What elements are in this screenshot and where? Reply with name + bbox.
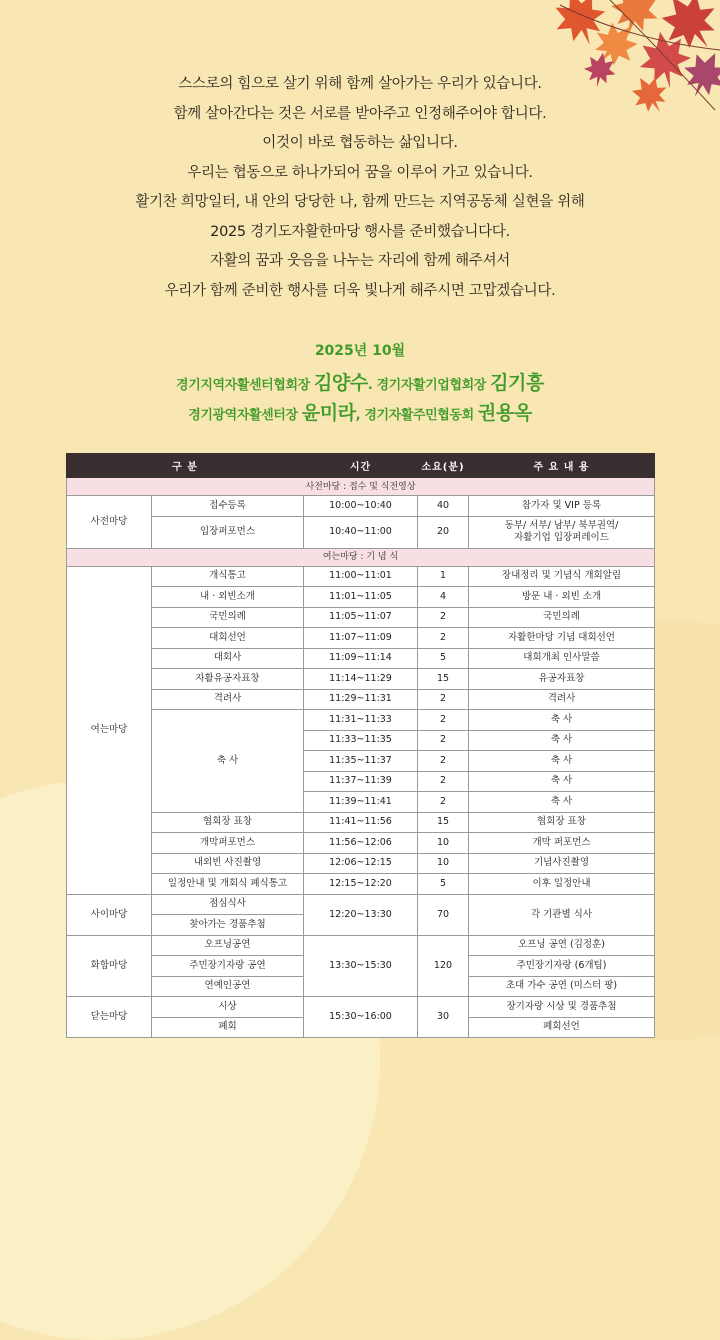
time-cell: 11:31~11:33 bbox=[304, 710, 418, 731]
time-cell: 11:35~11:37 bbox=[304, 751, 418, 772]
time-cell: 11:41~11:56 bbox=[304, 812, 418, 833]
signatory-org: 경기광역자활센터장 bbox=[188, 408, 298, 423]
content-cell: 유공자표창 bbox=[469, 669, 655, 690]
content-cell: 축 사 bbox=[469, 751, 655, 772]
time-cell: 13:30~15:30 bbox=[304, 935, 418, 997]
item-cell: 개막퍼포먼스 bbox=[152, 833, 304, 854]
time-cell: 12:15~12:20 bbox=[304, 874, 418, 895]
greeting-line: 자활의 꿈과 웃음을 나누는 자리에 함께 해주셔서 bbox=[210, 253, 510, 269]
time-cell: 11:33~11:35 bbox=[304, 730, 418, 751]
time-cell: 11:14~11:29 bbox=[304, 669, 418, 690]
content-line: 동부/ 서부/ 남부/ 북부권역/ bbox=[504, 520, 619, 531]
item-cell: 오프닝공연 bbox=[152, 935, 304, 956]
minutes-cell: 20 bbox=[418, 516, 469, 548]
item-cell: 찾아가는 경품추첨 bbox=[152, 915, 304, 936]
content-cell: 오프닝 공연 (김정훈) bbox=[469, 935, 655, 956]
time-cell: 11:39~11:41 bbox=[304, 792, 418, 813]
header-category: 구 분 bbox=[67, 454, 304, 478]
item-cell: 축 사 bbox=[152, 710, 304, 813]
content-cell: 대회개최 인사말씀 bbox=[469, 648, 655, 669]
group-label: 화합마당 bbox=[67, 935, 152, 997]
content-cell: 초대 가수 공연 (미스터 팡) bbox=[469, 976, 655, 997]
content-cell: 격려사 bbox=[469, 689, 655, 710]
minutes-cell: 15 bbox=[418, 669, 469, 690]
content-cell: 자활한마당 기념 대회선언 bbox=[469, 628, 655, 649]
table-row bbox=[67, 812, 655, 833]
greeting-line: 이것이 바로 협동하는 삶입니다. bbox=[262, 135, 458, 151]
schedule-table bbox=[66, 453, 655, 1038]
minutes-cell: 2 bbox=[418, 751, 469, 772]
minutes-cell: 30 bbox=[418, 997, 469, 1038]
item-cell: 협회장 표창 bbox=[152, 812, 304, 833]
minutes-cell: 2 bbox=[418, 710, 469, 731]
minutes-cell: 120 bbox=[418, 935, 469, 997]
content-cell: 개막 퍼포먼스 bbox=[469, 833, 655, 854]
minutes-cell: 2 bbox=[418, 730, 469, 751]
item-cell: 일정안내 및 개회식 폐식통고 bbox=[152, 874, 304, 895]
item-cell: 내 · 외빈소개 bbox=[152, 587, 304, 608]
content-cell: 국민의례 bbox=[469, 607, 655, 628]
section-row bbox=[67, 548, 655, 566]
minutes-cell: 10 bbox=[418, 853, 469, 874]
signatories-line-1 bbox=[0, 368, 720, 395]
time-cell: 11:37~11:39 bbox=[304, 771, 418, 792]
table-row bbox=[67, 566, 655, 587]
event-date: 2025년 10월 bbox=[314, 343, 406, 359]
minutes-cell: 4 bbox=[418, 587, 469, 608]
minutes-cell: 10 bbox=[418, 833, 469, 854]
signatory-name: 윤미라 bbox=[301, 402, 356, 424]
time-cell: 12:06~12:15 bbox=[304, 853, 418, 874]
signatory-name: 권용옥 bbox=[477, 402, 532, 424]
table-row bbox=[67, 710, 655, 731]
group-label: 여는마당 bbox=[67, 566, 152, 894]
content-cell: 축 사 bbox=[469, 730, 655, 751]
content-cell: 참가자 및 VIP 등록 bbox=[469, 496, 655, 517]
content-cell: 협회장 표창 bbox=[469, 812, 655, 833]
content-cell bbox=[469, 516, 655, 548]
minutes-cell: 5 bbox=[418, 648, 469, 669]
signatory-org: 경기자활기업협회장 bbox=[376, 378, 486, 393]
table-row bbox=[67, 689, 655, 710]
table-row bbox=[67, 853, 655, 874]
time-cell: 11:56~12:06 bbox=[304, 833, 418, 854]
minutes-cell: 2 bbox=[418, 607, 469, 628]
content-line: 자활기업 입장퍼레이드 bbox=[514, 532, 609, 543]
table-row bbox=[67, 997, 655, 1018]
time-cell: 10:00~10:40 bbox=[304, 496, 418, 517]
content-cell: 이후 일정안내 bbox=[469, 874, 655, 895]
signatory-name: 김기흥 bbox=[490, 372, 544, 394]
content-cell: 주민장기자랑 (6개팀) bbox=[469, 956, 655, 977]
item-cell: 개식통고 bbox=[152, 566, 304, 587]
greeting-line: 함께 살아간다는 것은 서로를 받아주고 인정해주어야 합니다. bbox=[173, 105, 547, 122]
signatory-org: 경기지역자활센터협회장 bbox=[176, 378, 310, 393]
group-label: 사전마당 bbox=[67, 496, 152, 549]
header-content: 주 요 내 용 bbox=[469, 454, 655, 478]
item-cell: 격려사 bbox=[152, 689, 304, 710]
signatory-separator: . bbox=[367, 378, 373, 393]
time-cell: 12:20~13:30 bbox=[304, 894, 418, 935]
content-cell: 폐회선언 bbox=[469, 1017, 655, 1038]
time-cell: 11:09~11:14 bbox=[304, 648, 418, 669]
minutes-cell: 40 bbox=[418, 496, 469, 517]
item-cell: 접수등록 bbox=[152, 496, 304, 517]
item-cell: 입장퍼포먼스 bbox=[152, 516, 304, 548]
time-cell: 11:05~11:07 bbox=[304, 607, 418, 628]
item-cell: 대회사 bbox=[152, 648, 304, 669]
signatory-separator: , bbox=[355, 408, 361, 423]
item-cell: 주민장기자랑 공연 bbox=[152, 956, 304, 977]
time-cell: 11:00~11:01 bbox=[304, 566, 418, 587]
greeting-message bbox=[0, 70, 720, 306]
minutes-cell: 2 bbox=[418, 628, 469, 649]
greeting-line: 2025 경기도자활한마당 행사를 준비했습니다다. bbox=[210, 223, 510, 240]
section-label: 사전마당 : 접수 및 식전영상 bbox=[67, 478, 655, 496]
group-label: 닫는마당 bbox=[67, 997, 152, 1038]
greeting-line: 우리는 협동으로 하나가되어 꿈을 이루어 가고 있습니다. bbox=[187, 164, 533, 181]
table-row bbox=[67, 935, 655, 956]
time-cell: 11:07~11:09 bbox=[304, 628, 418, 649]
greeting-line: 스스로의 힘으로 살기 위해 함께 살아가는 우리가 있습니다. bbox=[178, 76, 542, 92]
time-cell: 11:01~11:05 bbox=[304, 587, 418, 608]
time-cell: 10:40~11:00 bbox=[304, 516, 418, 548]
header-time: 시간 bbox=[304, 454, 418, 478]
content-cell: 축 사 bbox=[469, 792, 655, 813]
group-label: 사이마당 bbox=[67, 894, 152, 935]
minutes-cell: 1 bbox=[418, 566, 469, 587]
table-row bbox=[67, 496, 655, 517]
section-label: 여는마당 : 기 념 식 bbox=[67, 548, 655, 566]
minutes-cell: 2 bbox=[418, 771, 469, 792]
item-cell: 점심식사 bbox=[152, 894, 304, 915]
table-row bbox=[67, 628, 655, 649]
signatory-name: 김양수 bbox=[313, 372, 368, 394]
item-cell: 국민의례 bbox=[152, 607, 304, 628]
table-row bbox=[67, 607, 655, 628]
minutes-cell: 15 bbox=[418, 812, 469, 833]
table-row bbox=[67, 516, 655, 548]
minutes-cell: 2 bbox=[418, 689, 469, 710]
section-row bbox=[67, 478, 655, 496]
content-cell: 축 사 bbox=[469, 771, 655, 792]
item-cell: 내외빈 사진촬영 bbox=[152, 853, 304, 874]
content-cell: 방문 내 · 외빈 소개 bbox=[469, 587, 655, 608]
signatory-org: 경기자활주민협동회 bbox=[364, 408, 474, 423]
table-row bbox=[67, 648, 655, 669]
signatories-line-2 bbox=[0, 398, 720, 425]
content-cell: 축 사 bbox=[469, 710, 655, 731]
content-cell: 장내정리 및 기념식 개회알림 bbox=[469, 566, 655, 587]
table-row bbox=[67, 833, 655, 854]
table-header-row bbox=[67, 454, 655, 478]
content-cell: 장기자랑 시상 및 경품추첨 bbox=[469, 997, 655, 1018]
content-cell: 각 기관별 식사 bbox=[469, 894, 655, 935]
item-cell: 대회선언 bbox=[152, 628, 304, 649]
table-row bbox=[67, 894, 655, 915]
content-cell: 기념사진촬영 bbox=[469, 853, 655, 874]
table-row bbox=[67, 669, 655, 690]
time-cell: 15:30~16:00 bbox=[304, 997, 418, 1038]
header-minutes: 소요(분) bbox=[418, 454, 469, 478]
item-cell: 시상 bbox=[152, 997, 304, 1018]
greeting-line: 우리가 함께 준비한 행사를 더욱 빛나게 해주시면 고맙겠습니다. bbox=[164, 282, 556, 299]
item-cell: 자활유공자표창 bbox=[152, 669, 304, 690]
item-cell: 연예인공연 bbox=[152, 976, 304, 997]
table-row bbox=[67, 874, 655, 895]
minutes-cell: 70 bbox=[418, 894, 469, 935]
table-row bbox=[67, 587, 655, 608]
item-cell: 폐회 bbox=[152, 1017, 304, 1038]
minutes-cell: 2 bbox=[418, 792, 469, 813]
time-cell: 11:29~11:31 bbox=[304, 689, 418, 710]
greeting-line: 활기찬 희망일터, 내 안의 당당한 나, 함께 만드는 지역공동체 실현을 위해 bbox=[135, 194, 585, 210]
minutes-cell: 5 bbox=[418, 874, 469, 895]
